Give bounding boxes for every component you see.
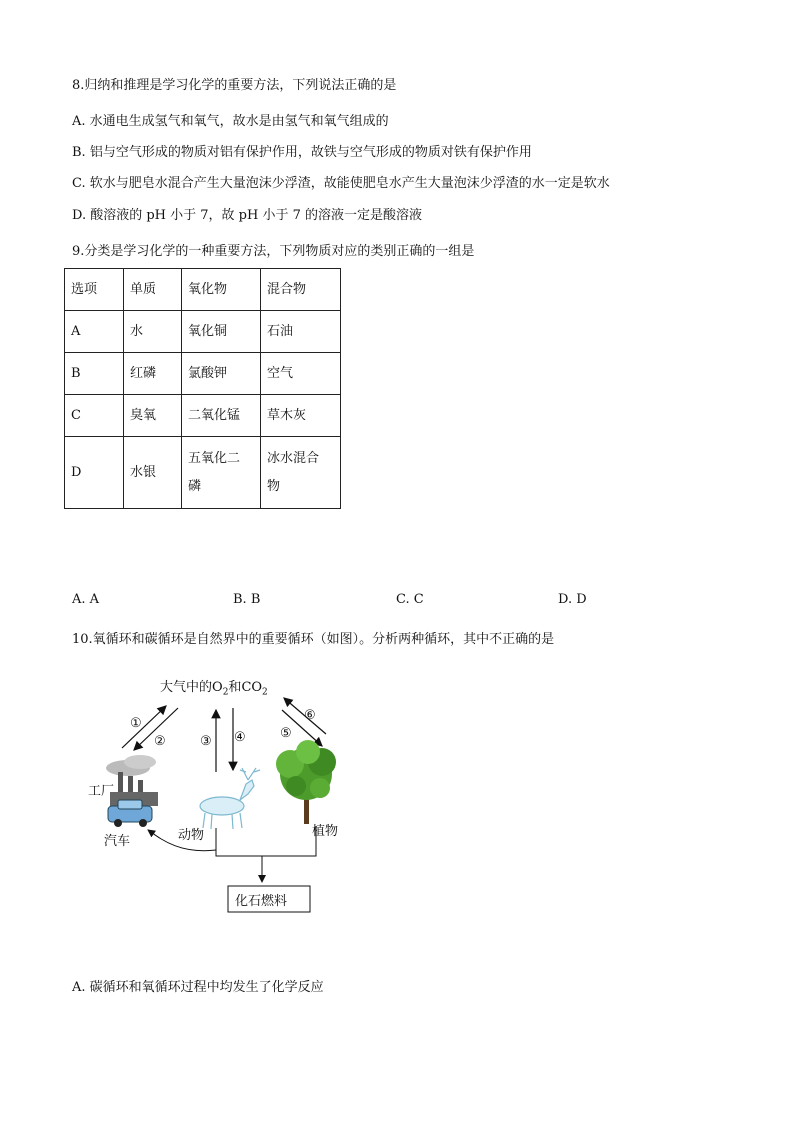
factory-label: 工厂 [88,784,115,799]
q10-option-a: A. 碳循环和氧循环过程中均发生了化学反应 [72,980,324,995]
table-row [65,311,341,353]
table-header-row [65,269,341,311]
q8-stem: 8.归纳和推理是学习化学的重要方法，下列说法正确的是 [72,78,397,93]
marker-1: ① [130,716,142,731]
table-cell: 臭氧 [124,395,182,437]
co2-text: CO [241,680,263,695]
choice-b[interactable]: B. B [233,592,261,607]
o2-sub: 2 [222,687,229,698]
table-cell: C [65,395,124,437]
choice-a[interactable]: A. A [72,592,100,607]
fuel-label: 化石燃料 [235,894,288,909]
cell-line: 冰水混合 [267,450,320,466]
table-cell: D [65,437,124,509]
header-cell: 氧化物 [182,269,261,311]
cell-line: 五氧化二 [188,450,241,466]
table-cell: 石油 [261,311,341,353]
plant-label: 植物 [312,824,339,839]
header-cell: 混合物 [261,269,341,311]
car-label: 汽车 [104,834,131,849]
header-cell: 单质 [124,269,182,311]
deer-icon [200,768,260,829]
marker-5: ⑤ [280,726,292,741]
connector-line [216,826,316,856]
table-row [65,395,341,437]
q8-option-c: C. 软水与肥皂水混合产生大量泡沫少浮渣，故能使肥皂水产生大量泡沫少浮渣的水一定是软水 [72,176,610,191]
table-cell [182,437,261,509]
marker-2: ② [154,734,166,749]
cell-line: 磷 [188,478,202,494]
table-cell: 氯酸钾 [182,353,261,395]
q8-option-d: D. 酸溶液的 pH 小于 7，故 pH 小于 7 的溶液一定是酸溶液 [72,208,423,223]
table-cell: 草木灰 [261,395,341,437]
carbon-oxygen-cycle-diagram [70,668,390,918]
cycle-svg [70,668,390,918]
and-text: 和 [228,680,242,695]
table-cell [261,437,341,509]
table-cell: 氧化铜 [182,311,261,353]
o2-text: O [212,680,223,695]
tree-icon [276,740,336,824]
cell-line: 物 [267,478,281,494]
table-cell: A [65,311,124,353]
q8-option-b: B. 铝与空气形成的物质对铝有保护作用，故铁与空气形成的物质对铁有保护作用 [72,145,532,160]
q9-stem: 9.分类是学习化学的一种重要方法，下列物质对应的类别正确的一组是 [72,244,475,259]
table-cell: 空气 [261,353,341,395]
table-cell: B [65,353,124,395]
q8-option-a: A. 水通电生成氢气和氧气，故水是由氢气和氧气组成的 [72,114,389,129]
animal-label: 动物 [178,828,205,843]
q10-stem: 10.氧循环和碳循环是自然界中的重要循环（如图）。分析两种循环，其中不正确的是 [72,632,555,647]
marker-4: ④ [234,730,246,745]
choice-d[interactable]: D. D [558,592,587,607]
classification-table [64,268,341,509]
table-cell: 红磷 [124,353,182,395]
atmosphere-prefix: 大气中的 [160,680,213,695]
table-cell: 水 [124,311,182,353]
table-cell: 水银 [124,437,182,509]
table-row [65,353,341,395]
table-cell: 二氧化锰 [182,395,261,437]
choice-c[interactable]: C. C [396,592,424,607]
marker-6: ⑥ [304,708,316,723]
table-row [65,437,341,509]
header-cell: 选项 [65,269,124,311]
atmosphere-label [160,676,268,698]
co2-sub: 2 [262,687,268,698]
marker-3: ③ [200,734,212,749]
